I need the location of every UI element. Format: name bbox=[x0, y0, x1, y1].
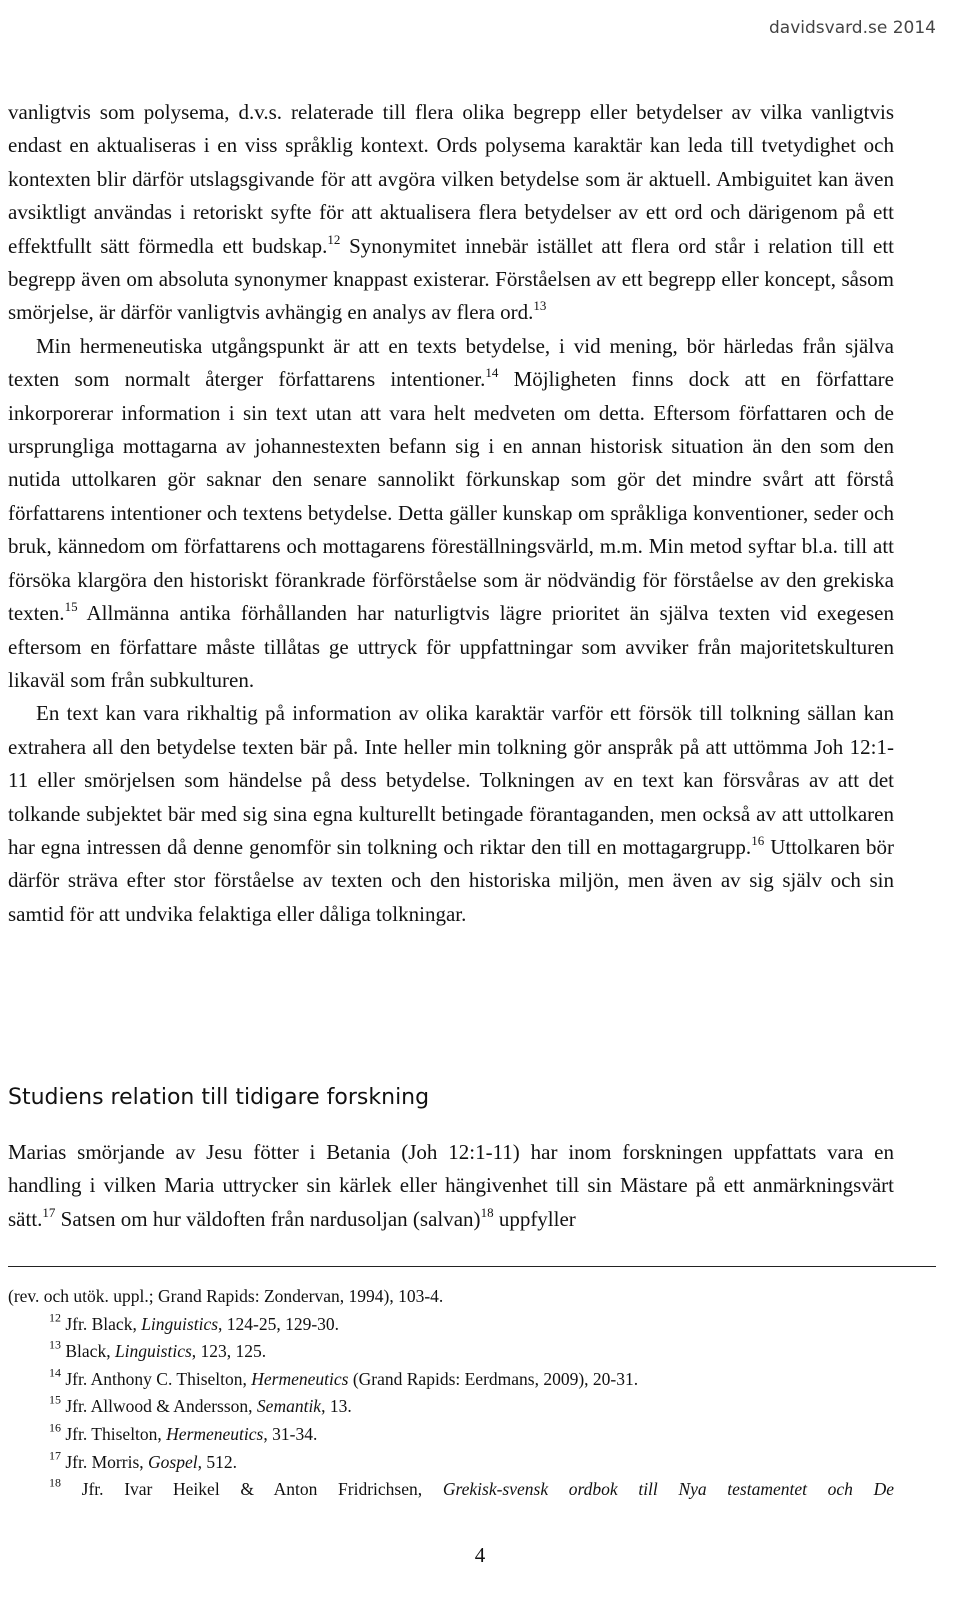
footnote-number: 12 bbox=[49, 1310, 61, 1325]
paragraph-text: Synonymitet innebär istället att flera ord står i relation till ett begrepp även om absoluta synonymer knappast existerar. Förståelsen av ett begrepp eller koncept, såsom smörjelse, är därför vanligtvis avhängig en analys av flera ord. bbox=[8, 233, 894, 325]
paragraph-text: Möjligheten finns dock att en författare inkorporerar information i sin text utan att vara helt medveten om detta. Eftersom författaren och de ursprungliga mottagarna av johannestexten befann sig i en annan historisk situation än den som den nutida uttolkaren gör saknar den senare sannolikt förkunskap som gör det mindre svårt att förstå författarens intentioner och textens betydelse. Detta gäller kunskap om språkliga konventioner, seder och bruk, kännedom om författarens och mottagarens föreställningsvärld, m.m. Min metod syftar bl.a. till att försöka klargöra den historiskt förankrade förförståelse som är nödvändig för förståelse av den grekiska texten. bbox=[8, 367, 894, 626]
body-text bbox=[8, 96, 894, 931]
footnote-title: Linguistics bbox=[141, 1313, 219, 1334]
footnote-number: 13 bbox=[49, 1337, 61, 1352]
page-number: 4 bbox=[474, 1543, 486, 1567]
footnote-continuation: (rev. och utök. uppl.; Grand Rapids: Zondervan, 1994), 103-4. bbox=[8, 1286, 444, 1306]
footnote-ref-15[interactable]: 15 bbox=[64, 599, 78, 614]
footnote-text: Jfr. Black, bbox=[61, 1313, 142, 1334]
paragraph-text: Marias smörjande av Jesu fötter i Betania (Joh 12:1-11) har inom forskningen uppfattats vara en handling i vilken Maria uttrycker sin kärlek eller hängivenhet till sin Mästare på ett anmärkningsvärt sätt. bbox=[8, 1140, 894, 1231]
paragraph-interpretation bbox=[8, 697, 894, 931]
footnote-title: Grekisk-svensk ordbok till Nya testamentet och De bbox=[442, 1479, 894, 1500]
footnote-ref-17[interactable]: 17 bbox=[42, 1204, 56, 1220]
footnote-text: , 13. bbox=[321, 1396, 352, 1417]
footnote-text: , 123, 125. bbox=[191, 1341, 267, 1362]
footnote-number: 15 bbox=[49, 1392, 61, 1407]
footnote-title: Hermeneutics bbox=[166, 1423, 264, 1444]
footnote-number: 18 bbox=[49, 1475, 61, 1490]
footnote-title: Semantik bbox=[256, 1396, 322, 1417]
paragraph-polysemy bbox=[8, 96, 894, 330]
footnote-text: , 512. bbox=[197, 1451, 237, 1472]
footnote-title: Hermeneutics bbox=[251, 1368, 349, 1389]
footnote-text: Black, bbox=[61, 1341, 115, 1362]
page-header: davidsvard.se 2014 bbox=[769, 18, 936, 38]
paragraph-text: Min hermeneutiska utgångspunkt är att en texts betydelse, i vid mening, bör härledas från själva texten som normalt återger författarens intentioner. bbox=[8, 333, 894, 392]
footnote-text: Jfr. Morris, bbox=[61, 1451, 149, 1472]
footnote-number: 14 bbox=[49, 1365, 61, 1380]
footnote-ref-18[interactable]: 18 bbox=[480, 1204, 494, 1220]
paragraph-text: En text kan vara rikhaltig på information av olika karaktär varför ett försök till tolkning sällan kan extrahera all den betydelse texten bär på. Inte heller min tolkning gör anspråk på att uttömma Joh 12:1-11 eller smörjelsen som händelse på dess betydelse. Tolkningen av en text kan försvåras av att det tolkande subjektet bär med sig sina egna kulturellt betingade förantaganden, men också av att uttolkaren har egna intressen då denne genomför sin tolkning och riktar den till en mottagargrupp. bbox=[8, 701, 894, 859]
footnote-number: 16 bbox=[49, 1420, 61, 1435]
footnote-text: (Grand Rapids: Eerdmans, 2009), 20-31. bbox=[348, 1368, 639, 1389]
footnotes bbox=[8, 1283, 894, 1504]
footnote-title: Linguistics bbox=[114, 1341, 192, 1362]
footnote-ref-16[interactable]: 16 bbox=[751, 832, 765, 848]
paragraph-text: vanligtvis som polysema, d.v.s. relaterade till flera olika begrepp eller betydelser av vilka vanligtvis endast en aktualiseras i en viss språklig kontext. Ords polysema karaktär kan leda till tvetydighet och kontexten blir därför utslagsgivande för att avgöra vilken betydelse som är aktuell. Ambiguitet kan även avsiktligt användas i retoriskt syfte för att aktualisera flera betydelser av ett ord och därigenom på ett effektfullt sätt förmedla ett budskap. bbox=[8, 100, 894, 258]
footnote-text: , 124-25, 129-30. bbox=[218, 1313, 340, 1334]
footnote-number: 17 bbox=[49, 1448, 61, 1463]
footnote-18 bbox=[8, 1476, 894, 1504]
paragraph-research bbox=[8, 1136, 894, 1236]
footnote-16 bbox=[8, 1421, 894, 1449]
footnote-text: Jfr. Anthony C. Thiselton, bbox=[61, 1368, 252, 1389]
footnote-12 bbox=[8, 1311, 894, 1339]
footnote-ref-14[interactable]: 14 bbox=[485, 365, 499, 381]
footnote-ref-12[interactable]: 12 bbox=[327, 231, 341, 247]
footnote-13 bbox=[8, 1338, 894, 1366]
footnote-14 bbox=[8, 1366, 894, 1394]
footnote-text: Jfr. Ivar Heikel & Anton Fridrichsen, bbox=[61, 1479, 443, 1500]
footnote-title: Gospel bbox=[148, 1451, 198, 1472]
paragraph-text: uppfyller bbox=[493, 1206, 576, 1231]
footnote-17 bbox=[8, 1449, 894, 1477]
footnote-15 bbox=[8, 1393, 894, 1421]
section-heading: Studiens relation till tidigare forskning bbox=[8, 1085, 430, 1110]
paragraph-hermeneutics bbox=[8, 330, 894, 697]
paragraph-text: Allmänna antika förhållanden har naturligtvis lägre prioritet än själva texten vid exegesen eftersom en författare måste tillåtas ge uttryck för uppfattningar som avviker från majoritetskulturen likaväl som från subkulturen. bbox=[8, 601, 894, 692]
footnote-text: Jfr. Thiselton, bbox=[61, 1423, 167, 1444]
paragraph-text: Uttolkaren bör därför sträva efter stor förståelse av texten och den historiska miljön, men även av sig själv och sin samtid för att undvika felaktiga eller dåliga tolkningar. bbox=[8, 834, 895, 926]
footnote-divider bbox=[8, 1266, 936, 1267]
paragraph-text: Satsen om hur väldoften från nardusoljan (salvan) bbox=[55, 1206, 481, 1231]
footnote-text: Jfr. Allwood & Andersson, bbox=[61, 1396, 257, 1417]
footnote-ref-13[interactable]: 13 bbox=[533, 298, 547, 314]
footnote-text: , 31-34. bbox=[263, 1423, 318, 1444]
